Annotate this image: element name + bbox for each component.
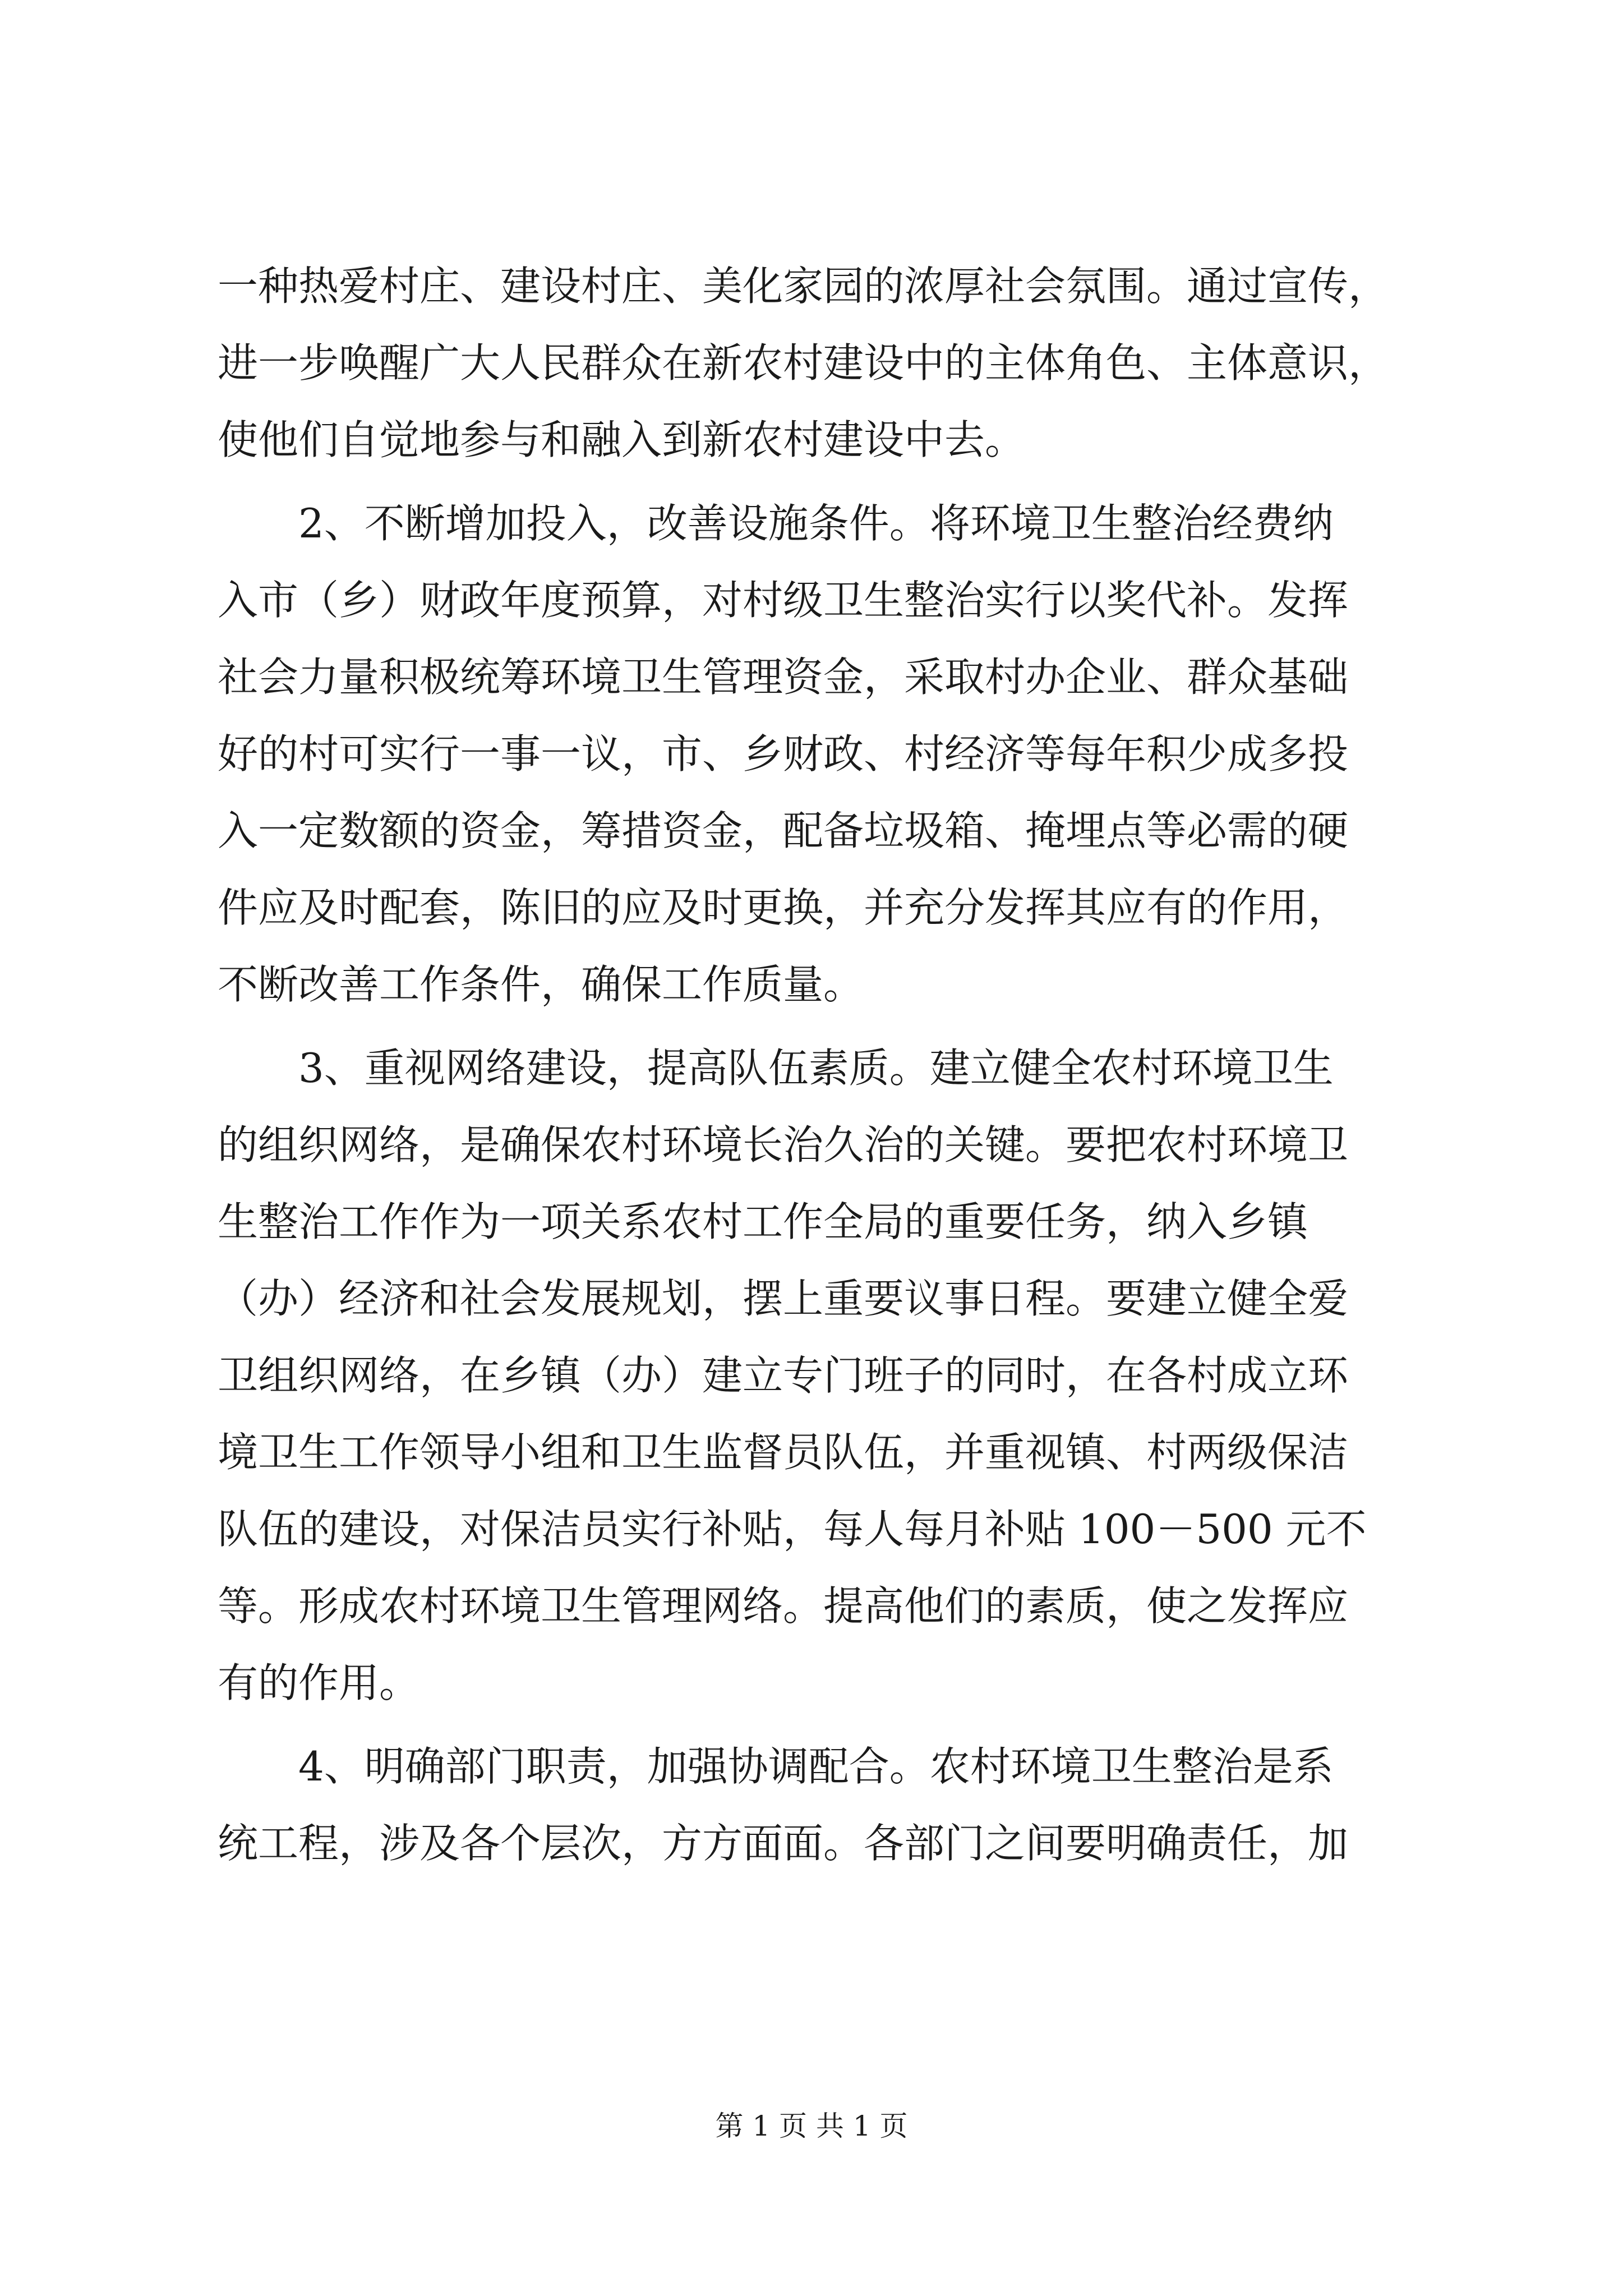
text-line: （办）经济和社会发展规划，摆上重要议事日程。要建立健全爱	[218, 1275, 1349, 1322]
text-line: 社会力量积极统筹环境卫生管理资金，采取村办企业、群众基础	[218, 654, 1349, 701]
text-line: 入一定数额的资金，筹措资金，配备垃圾箱、掩埋点等必需的硬	[218, 807, 1349, 854]
text-line: 一种热爱村庄、建设村庄、美化家园的浓厚社会氛围。通过宣传，	[218, 263, 1389, 310]
text-line: 件应及时配套，陈旧的应及时更换，并充分发挥其应有的作用，	[218, 884, 1349, 931]
text-line: 统工程，涉及各个层次，方方面面。各部门之间要明确责任，加	[218, 1820, 1349, 1867]
text-line: 进一步唤醒广大人民群众在新农村建设中的主体角色、主体意识，	[218, 339, 1389, 386]
text-line: 的组织网络，是确保农村环境长治久治的关键。要把农村环境卫	[218, 1121, 1349, 1168]
text-line: 等。形成农村环境卫生管理网络。提高他们的素质，使之发挥应	[218, 1582, 1349, 1630]
text-line: 入市（乡）财政年度预算，对村级卫生整治实行以奖代补。发挥	[218, 577, 1349, 624]
text-line: 境卫生工作领导小组和卫生监督员队伍，并重视镇、村两级保洁	[218, 1429, 1349, 1476]
text-line: 使他们自觉地参与和融入到新农村建设中去。	[218, 416, 1026, 463]
text-line: 3、重视网络建设，提高队伍素质。建立健全农村环境卫生	[298, 1045, 1334, 1092]
text-line: 好的村可实行一事一议，市、乡财政、村经济等每年积少成多投	[218, 730, 1349, 777]
text-line: 有的作用。	[218, 1659, 420, 1706]
text-line: 不断改善工作条件，确保工作质量。	[218, 961, 864, 1008]
document-body	[218, 248, 1446, 1882]
text-line: 队伍的建设，对保洁员实行补贴，每人每月补贴 100－500 元不	[218, 1506, 1367, 1553]
page-footer: 第 1 页 共 1 页	[715, 2110, 908, 2142]
text-line: 生整治工作作为一项关系农村工作全局的重要任务，纳入乡镇	[218, 1198, 1308, 1245]
text-line: 4、明确部门职责，加强协调配合。农村环境卫生整治是系	[298, 1743, 1334, 1790]
text-line: 2、不断增加投入，改善设施条件。将环境卫生整治经费纳	[298, 500, 1334, 547]
text-line: 卫组织网络，在乡镇（办）建立专门班子的同时，在各村成立环	[218, 1352, 1349, 1399]
